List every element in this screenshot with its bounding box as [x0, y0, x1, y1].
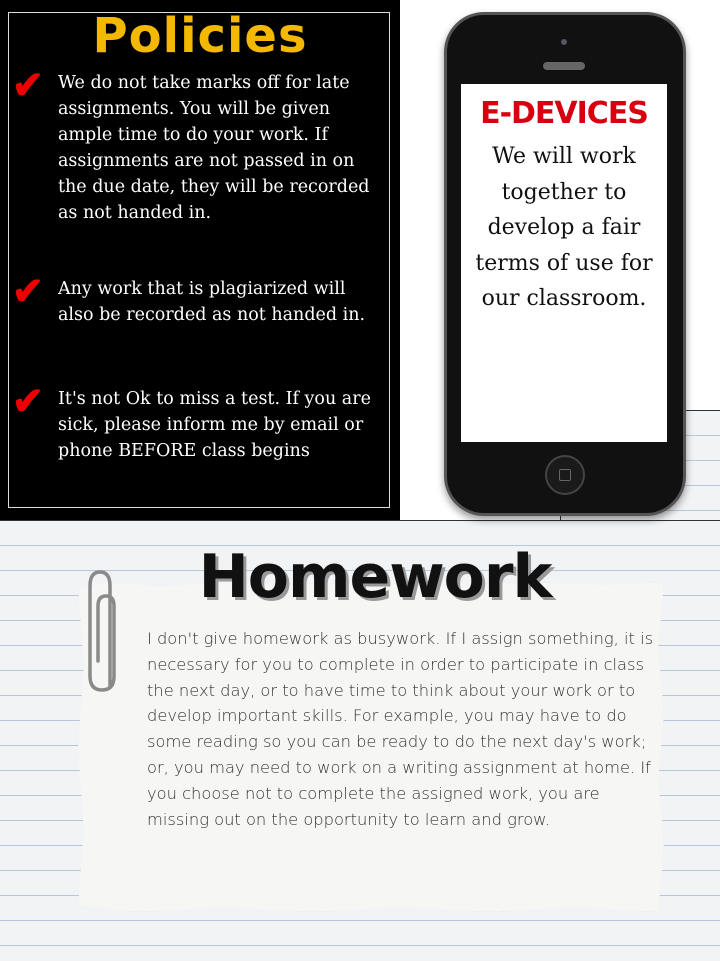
policy-item: We do not take marks off for late assignments. You will be given ample time to do your work. If assignments are not passed in on the due date, they will be recorded as not handed in. [58, 73, 370, 223]
checkmark-icon: ✔ [12, 268, 44, 313]
policy-item: It's not Ok to miss a test. If you are sick, please inform me by email or phone BEFORE class begins [58, 389, 371, 461]
phone-illustration [444, 12, 686, 516]
checkmark-icon: ✔ [12, 62, 44, 107]
edevices-title: E-DEVICES [480, 96, 648, 131]
paperclip-icon [82, 566, 122, 696]
policy-item: Any work that is plagiarized will also be recorded as not handed in. [58, 279, 366, 325]
policies-title: Policies [92, 8, 308, 64]
camera-icon [561, 39, 567, 45]
home-button-icon [545, 455, 585, 495]
phone-screen [461, 84, 667, 442]
speaker-icon [543, 62, 585, 70]
edevices-body: We will work together to develop a fair terms of use for our classroom. [475, 144, 653, 311]
policies-panel [0, 0, 400, 520]
homework-body: I don't give homework as busywork. If I assign something, it is necessary for you to complete in order to participate in class the next day, or to have time to think about your work or to develop important skills. For example, you may have to do some reading so you can be ready to do the next day's work; or, you may need to work on a writing assignment at home. If you choose not to complete the assigned work, you are missing out on the opportunity to learn and grow. [147, 629, 654, 829]
homework-title: Homework [198, 542, 552, 612]
checkmark-icon: ✔ [12, 378, 44, 423]
